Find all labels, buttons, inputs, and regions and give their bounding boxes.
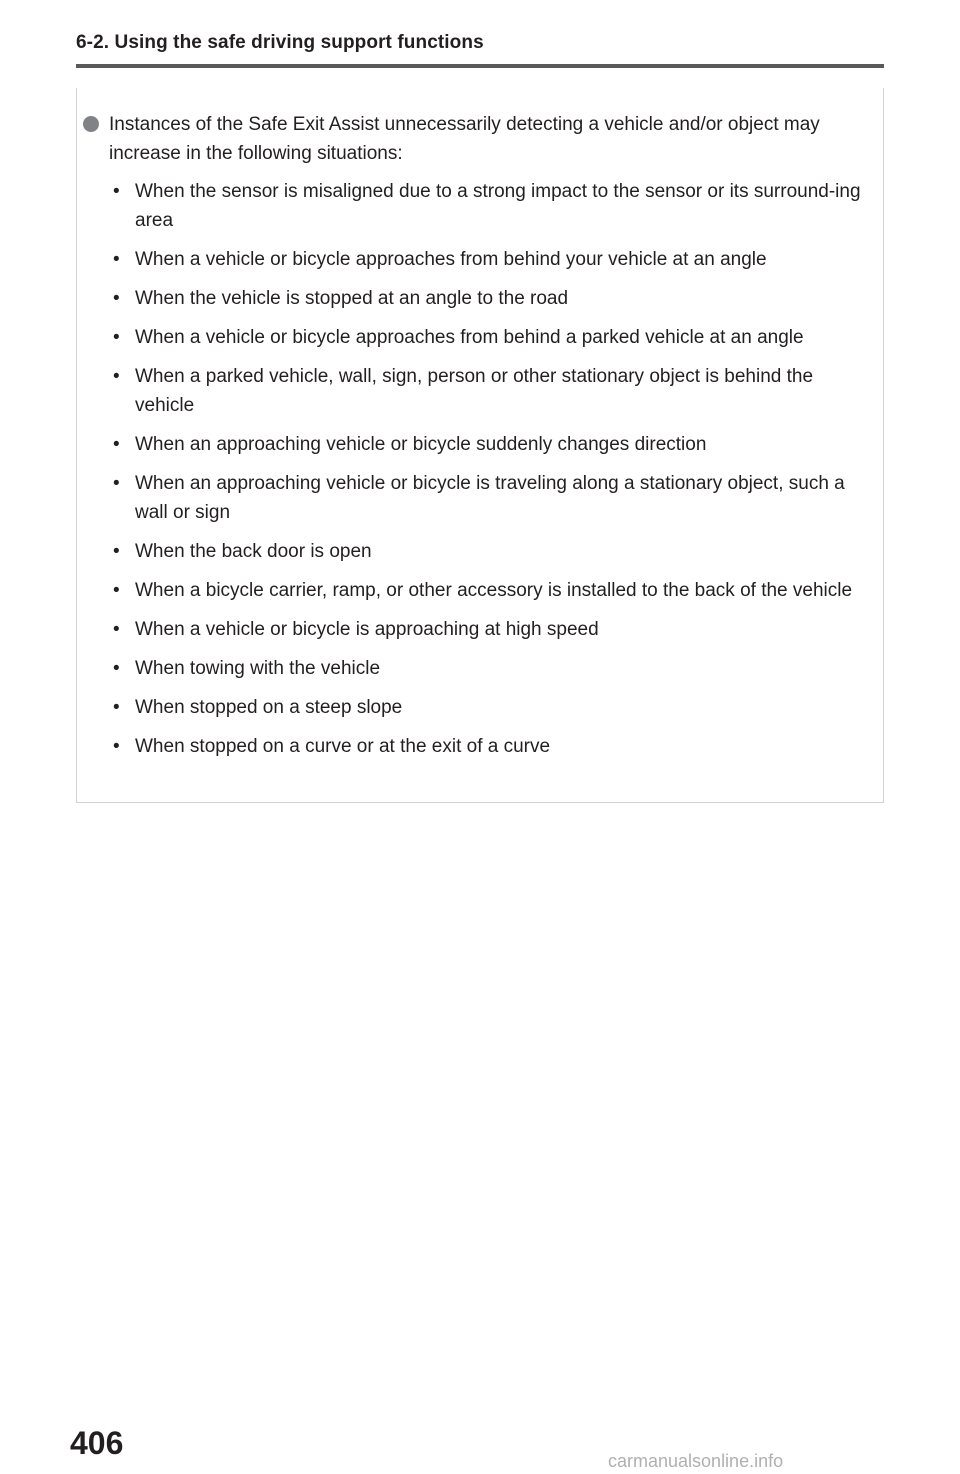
list-item — [105, 362, 865, 420]
page-header — [76, 30, 884, 68]
bullet-icon: • — [113, 580, 120, 601]
circle-bullet-icon — [83, 116, 99, 132]
header-rule — [76, 64, 884, 68]
bullet-icon: • — [113, 658, 120, 679]
list-item — [105, 576, 865, 605]
list-item-text: When a bicycle carrier, ramp, or other accessory is installed to the back of the vehicle — [135, 580, 853, 601]
list-item-text: When a vehicle or bicycle is approaching at high speed — [135, 619, 599, 640]
note-intro — [83, 110, 863, 168]
list-item-text: When an approaching vehicle or bicycle is traveling along a stationary object, such a wall or sign — [135, 473, 845, 523]
list-item — [105, 177, 865, 235]
note-intro-text: Instances of the Safe Exit Assist unnecessarily detecting a vehicle and/or object may increase in the following situations: — [109, 114, 820, 164]
list-item-text: When a parked vehicle, wall, sign, person or other stationary object is behind the vehicle — [135, 366, 814, 416]
bullet-icon: • — [113, 434, 120, 455]
bullet-icon: • — [113, 697, 120, 718]
list-item-text: When a vehicle or bicycle approaches from behind a parked vehicle at an angle — [135, 327, 804, 348]
list-item — [105, 323, 865, 352]
list-item-text: When an approaching vehicle or bicycle suddenly changes direction — [135, 434, 707, 455]
list-item-text: When the vehicle is stopped at an angle to the road — [135, 288, 569, 309]
bullet-icon: • — [113, 619, 120, 640]
list-item — [105, 537, 865, 566]
bullet-icon: • — [113, 288, 120, 309]
list-item — [105, 430, 865, 459]
list-item-text: When stopped on a steep slope — [135, 697, 403, 718]
list-item-text: When towing with the vehicle — [135, 658, 381, 679]
list-item — [105, 615, 865, 644]
bullet-icon: • — [113, 541, 120, 562]
list-item-text: When the back door is open — [135, 541, 372, 562]
list-item — [105, 732, 865, 761]
list-item — [105, 693, 865, 722]
bullet-icon: • — [113, 249, 120, 270]
bullet-icon: • — [113, 473, 120, 494]
section-title: 6-2. Using the safe driving support functions — [76, 32, 484, 53]
bullet-icon: • — [113, 327, 120, 348]
bullet-icon: • — [113, 736, 120, 757]
bullet-icon: • — [113, 181, 120, 202]
list-item-text: When stopped on a curve or at the exit of a curve — [135, 736, 551, 757]
list-item-text: When a vehicle or bicycle approaches from behind your vehicle at an angle — [135, 249, 767, 270]
page-number: 406 — [70, 1425, 124, 1461]
list-item — [105, 245, 865, 274]
watermark: carmanualsonline.info — [608, 1451, 784, 1471]
situation-list — [105, 177, 865, 771]
note-box — [76, 88, 884, 803]
list-item — [105, 469, 865, 527]
list-item — [105, 284, 865, 313]
bullet-icon: • — [113, 366, 120, 387]
list-item — [105, 654, 865, 683]
list-item-text: When the sensor is misaligned due to a strong impact to the sensor or its surround-ing area — [135, 181, 861, 231]
